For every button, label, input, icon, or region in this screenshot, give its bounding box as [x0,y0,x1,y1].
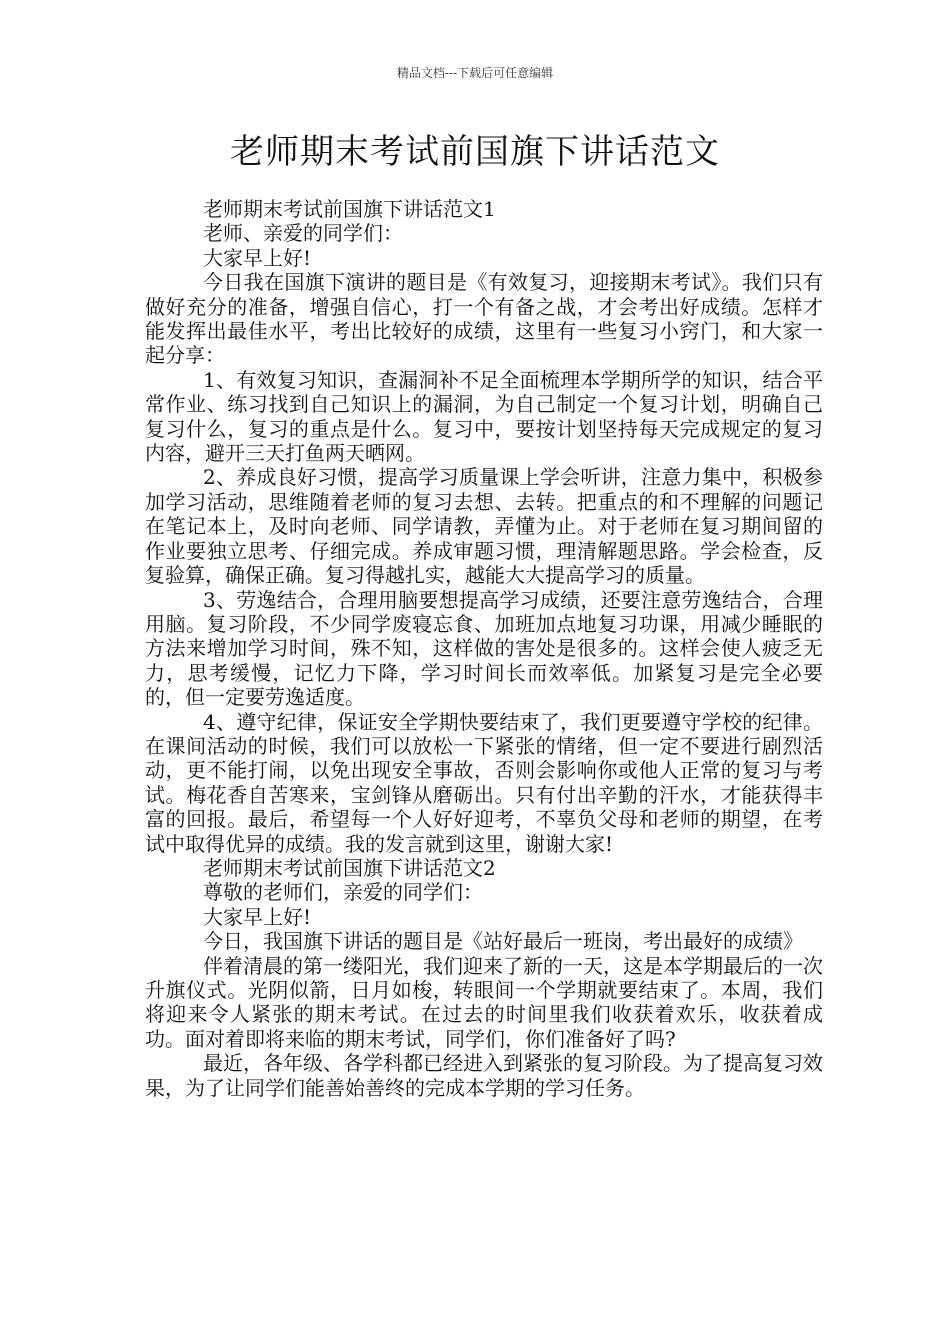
document-body [145,197,823,1100]
paragraph: 4、遵守纪律，保证安全学期快要结束了，我们更要遵守学校的纪律。在课间活动的时候，我们可以放松一下紧张的情绪，但一定不要进行剧烈活动，更不能打闹，以免出现安全事故，否则会影响你或他人正常的复习与考试。梅花香自苦寒来，宝剑锋从磨砺出。只有付出辛勤的汗水，才能获得丰富的回报。最后，希望每一个人好好迎考，不辜负父母和老师的期望，在考试中取得优异的成绩。我的发言就到这里，谢谢大家! [145,709,823,856]
paragraph: 今日我在国旗下演讲的题目是《有效复习，迎接期末考试》。我们只有做好充分的准备，增强自信心，打一个有备之战，才会考出好成绩。怎样才能发挥出最佳水平，考出比较好的成绩，这里有一些复习小窍门，和大家一起分享： [145,270,823,368]
paragraph: 老师期末考试前国旗下讲话范文1 [203,197,496,221]
paragraph: 2、养成良好习惯，提高学习质量课上学会听讲，注意力集中，积极参加学习活动，思维随着老师的复习去想、去转。把重点的和不理解的问题记在笔记本上，及时向老师、同学请教，弄懂为止。对于老师在复习期间留的作业要独立思考、仔细完成。养成审题习惯，理清解题思路。学会检查，反复验算，确保正确。复习得越扎实，越能大大提高学习的质量。 [145,465,823,588]
paragraph: 3、劳逸结合，合理用脑要想提高学习成绩，还要注意劳逸结合，合理用脑。复习阶段，不少同学废寝忘食、加班加点地复习功课，用减少睡眠的方法来增加学习时间，殊不知，这样做的害处是很多的。这样会使人疲乏无力，思考缓慢，记忆力下降，学习时间长而效率低。加紧复习是完全必要的，但一定要劳逸适度。 [145,587,823,710]
paragraph: 老师、亲爱的同学们： [203,221,403,246]
paragraph: 最近，各年级、各学科都已经进入到紧张的复习阶段。为了提高复习效果，为了让同学们能善始善终的完成本学期的学习任务。 [145,1051,823,1100]
paragraph: 今日，我国旗下讲话的题目是《站好最后一班岗，考出最好的成绩》 [203,929,803,954]
document-title: 老师期末考试前国旗下讲话范文 [230,132,720,172]
paragraph: 伴着清晨的第一缕阳光，我们迎来了新的一天，这是本学期最后的一次升旗仪式。光阴似箭，日月如梭，转眼间一个学期就要结束了。本周，我们将迎来令人紧张的期末考试。在过去的时间里我们收获着欢乐，收获着成功。面对着即将来临的期末考试，同学们，你们准备好了吗? [145,953,823,1051]
header-note: 精品文档---下载后可任意编辑 [396,66,554,80]
paragraph: 尊敬的老师们，亲爱的同学们： [203,880,483,905]
paragraph: 1、有效复习知识，查漏洞补不足全面梳理本学期所学的知识，结合平常作业、练习找到自己知识上的漏洞，为自己制定一个复习计划，明确自己复习什么，复习的重点是什么。复习中，要按计划坚持每天完成规定的复习内容，避开三天打鱼两天晒网。 [145,367,823,466]
paragraph: 老师期末考试前国旗下讲话范文2 [203,855,496,880]
paragraph: 大家早上好! [203,245,312,270]
paragraph: 大家早上好! [203,904,312,929]
